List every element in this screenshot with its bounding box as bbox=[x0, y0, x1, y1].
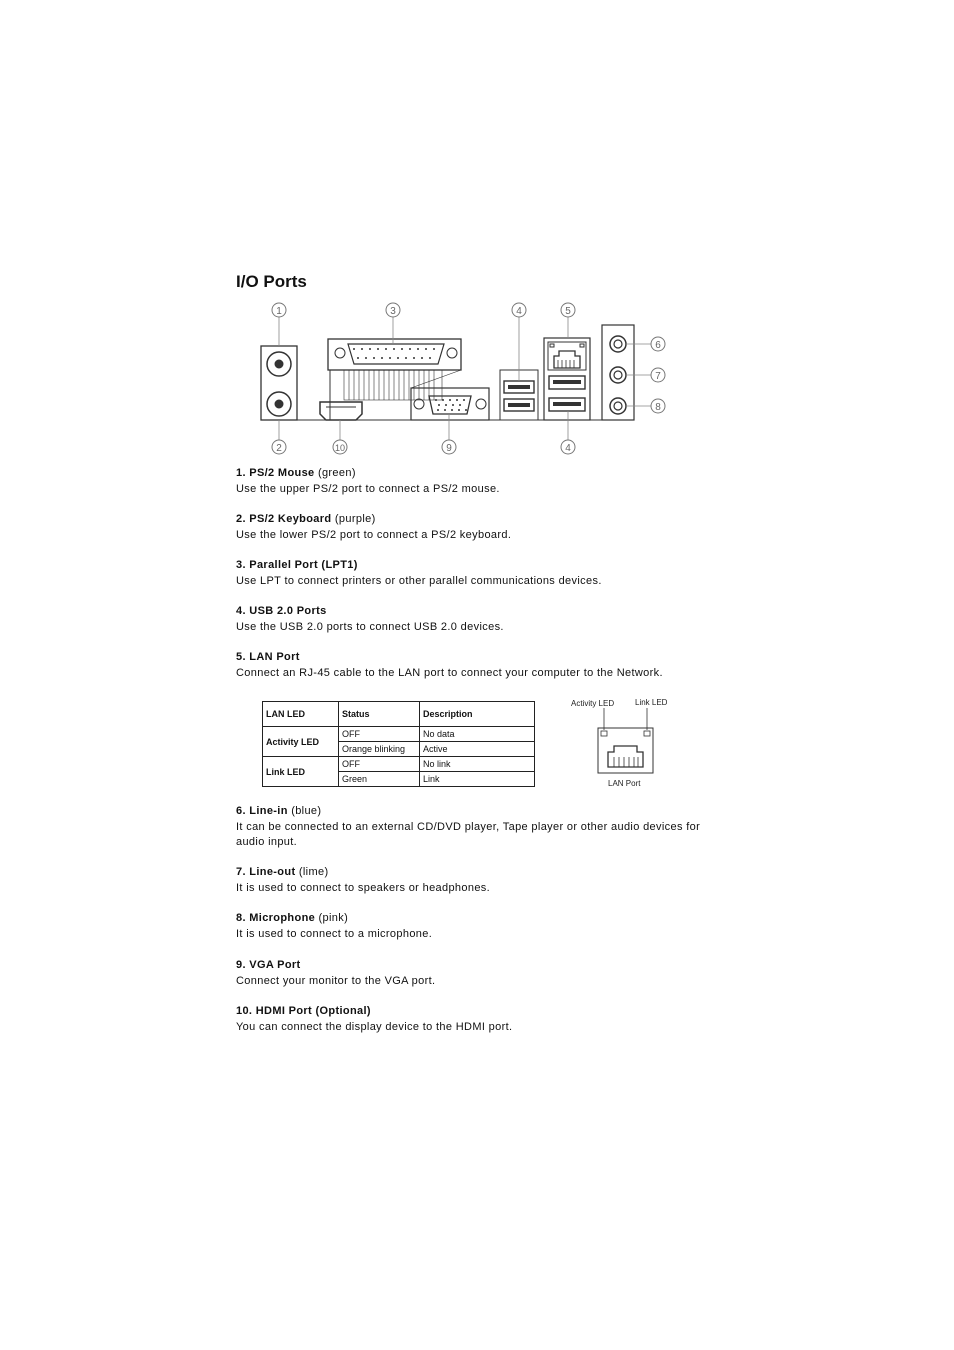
activity-led-icon bbox=[601, 731, 607, 736]
svg-text:6: 6 bbox=[655, 340, 661, 351]
svg-text:4: 4 bbox=[516, 306, 522, 317]
link-led-label: Link LED bbox=[635, 698, 668, 707]
svg-text:9: 9 bbox=[446, 443, 452, 454]
hdmi-port-icon bbox=[320, 370, 362, 420]
item-usb-ports: 4. USB 2.0 Ports Use the USB 2.0 ports to connect USB 2.0 devices. bbox=[236, 605, 504, 633]
link-led-icon bbox=[644, 731, 650, 736]
item-microphone: 8. Microphone (pink) It is used to connect to a microphone. bbox=[236, 912, 433, 940]
page-title: I/O Ports bbox=[236, 272, 307, 291]
table-header-row: LAN LED Status Description bbox=[263, 702, 535, 727]
table-row: Activity LED OFF No data bbox=[263, 727, 535, 742]
item-hdmi-port: 10. HDMI Port (Optional) You can connect the display device to the HDMI port. bbox=[236, 1005, 513, 1033]
lan-usb-stack-icon bbox=[544, 338, 590, 420]
io-panel-diagram bbox=[236, 298, 676, 460]
item-line-out: 7. Line-out (lime) It is used to connect to speakers or headphones. bbox=[236, 866, 491, 894]
ps2-ports-icon bbox=[261, 346, 297, 420]
svg-text:3: 3 bbox=[390, 306, 396, 317]
item-line-in: 6. Line-in (blue) It can be connected to an external CD/DVD player, Tape player or other audio devices for audio input. bbox=[236, 805, 701, 848]
parallel-port-icon bbox=[328, 339, 461, 400]
item-ps2-mouse: 1. PS/2 Mouse (green) Use the upper PS/2 port to connect a PS/2 mouse. bbox=[236, 467, 500, 495]
svg-text:2: 2 bbox=[276, 443, 282, 454]
table-row: Orange blinking Active bbox=[263, 742, 535, 757]
table-row: Green Link bbox=[263, 772, 535, 787]
svg-text:7: 7 bbox=[655, 371, 661, 382]
activity-led-label: Activity LED bbox=[571, 699, 615, 708]
svg-text:1: 1 bbox=[276, 306, 282, 317]
item-lan-port: 5. LAN Port Connect an RJ-45 cable to the LAN port to connect your computer to the Network. bbox=[236, 651, 663, 679]
table-row: Link LED OFF No link bbox=[263, 757, 535, 772]
lan-port-figure bbox=[566, 695, 676, 791]
item-vga-port: 9. VGA Port Connect your monitor to the VGA port. bbox=[236, 959, 436, 987]
svg-text:4: 4 bbox=[565, 443, 571, 454]
item-ps2-keyboard: 2. PS/2 Keyboard (purple) Use the lower PS/2 port to connect a PS/2 keyboard. bbox=[236, 513, 512, 541]
vga-port-icon bbox=[411, 370, 489, 420]
lan-led-table bbox=[262, 701, 535, 787]
lan-port-caption: LAN Port bbox=[608, 779, 641, 788]
svg-text:5: 5 bbox=[565, 306, 571, 317]
svg-text:8: 8 bbox=[655, 402, 661, 413]
item-parallel-port: 3. Parallel Port (LPT1) Use LPT to connect printers or other parallel communications devices. bbox=[236, 559, 602, 587]
svg-text:10: 10 bbox=[334, 443, 346, 453]
